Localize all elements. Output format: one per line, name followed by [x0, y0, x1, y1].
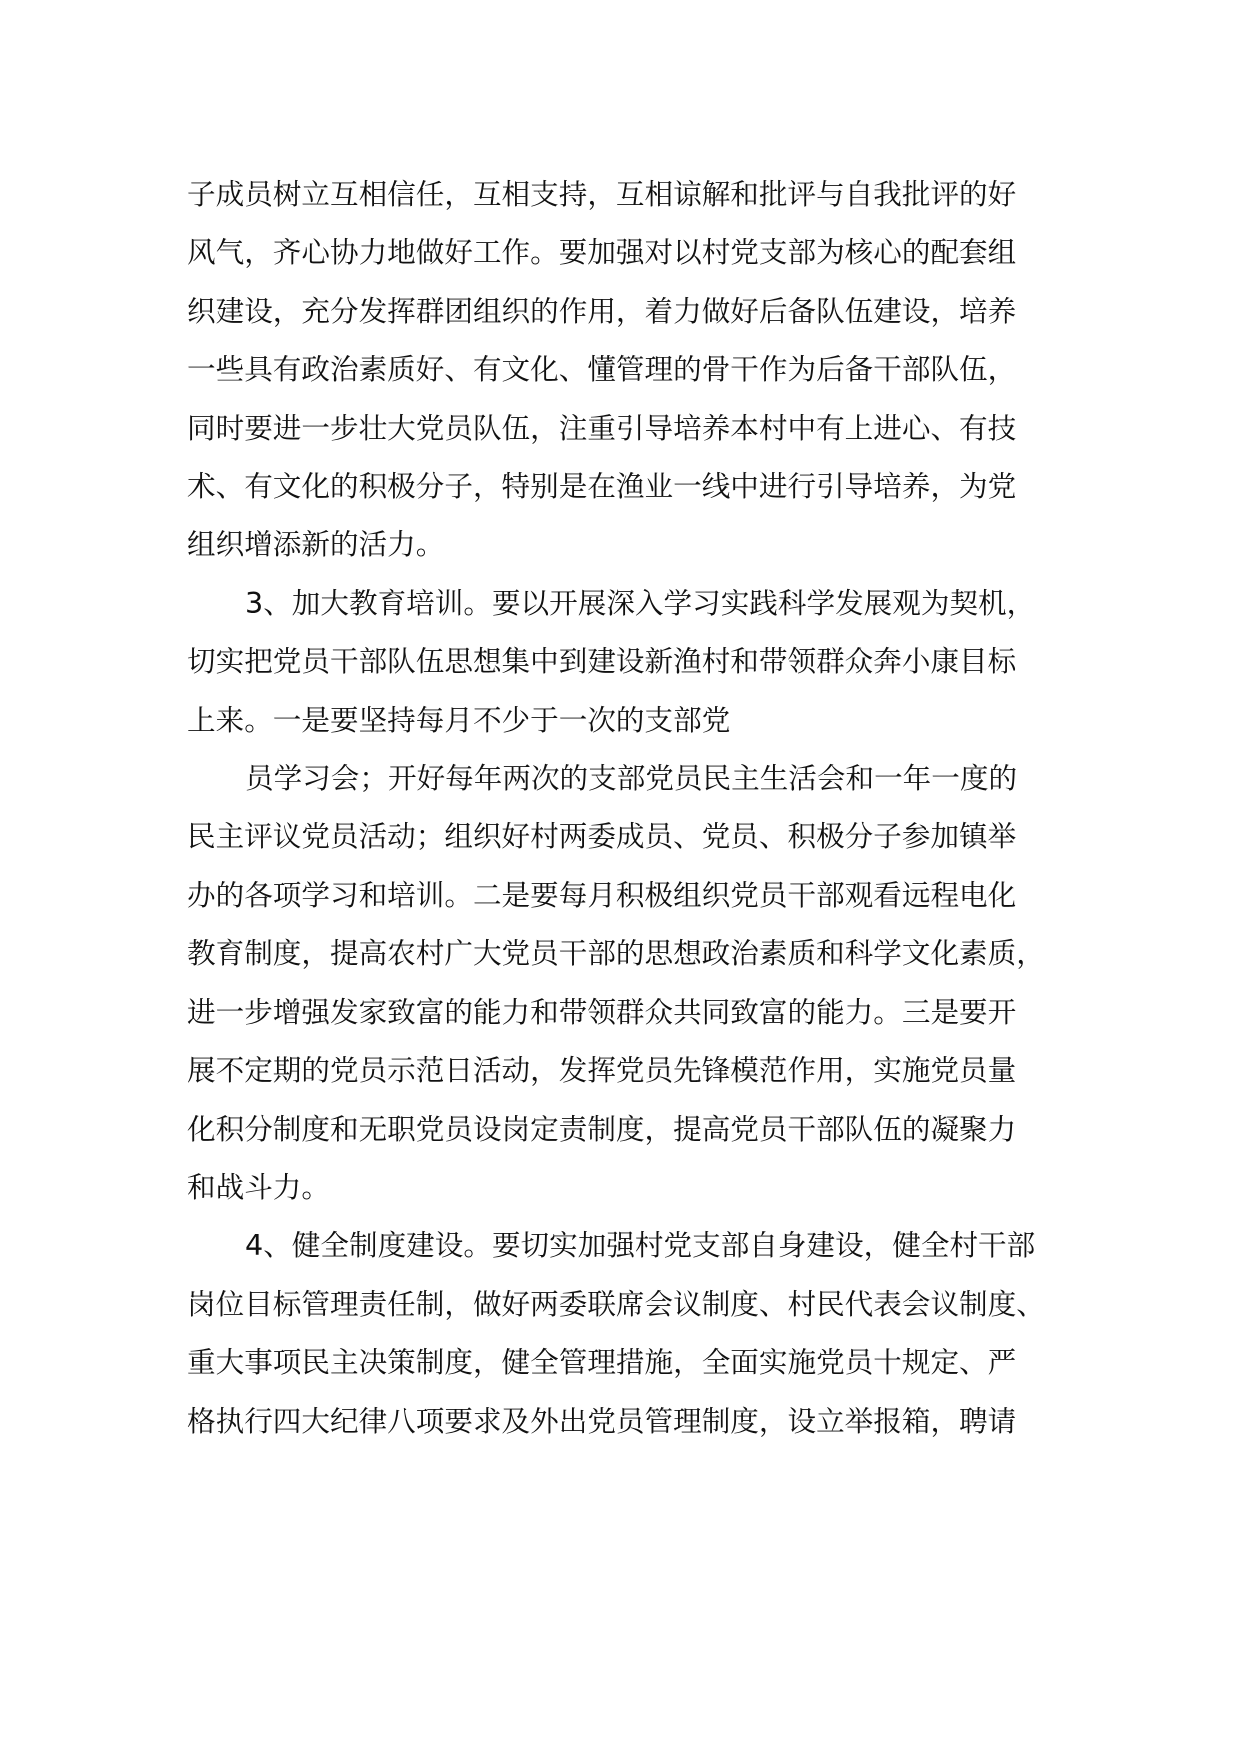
text-line: 格执行四大纪律八项要求及外出党员管理制度，设立举报箱，聘请 — [187, 1403, 1017, 1438]
text-line: 员学习会；开好每年两次的支部党员民主生活会和一年一度的 — [245, 761, 1018, 796]
text-line: 一些具有政治素质好、有文化、懂管理的骨干作为后备干部队伍， — [187, 352, 1017, 387]
section-heading-line: 3、加大教育培训。要以开展深入学习实践科学发展观为契机， — [245, 585, 1036, 620]
text-line: 切实把党员干部队伍思想集中到建设新渔村和带领群众奔小康目标 — [187, 644, 1017, 679]
text-line: 办的各项学习和培训。二是要每月积极组织党员干部观看远程电化 — [187, 877, 1017, 912]
text-line: 进一步增强发家致富的能力和带领群众共同致富的能力。三是要开 — [187, 994, 1017, 1029]
text-line: 化积分制度和无职党员设岗定责制度，提高党员干部队伍的凝聚力 — [187, 1111, 1017, 1146]
text-line: 上来。一是要坚持每月不少于一次的支部党 — [187, 702, 731, 737]
text-line: 风气，齐心协力地做好工作。要加强对以村党支部为核心的配套组 — [187, 235, 1017, 270]
text-line: 和战斗力。 — [187, 1169, 330, 1204]
text-line: 民主评议党员活动；组织好村两委成员、党员、积极分子参加镇举 — [187, 819, 1017, 854]
document-page — [187, 165, 1087, 1450]
text-line: 组织增添新的活力。 — [187, 527, 445, 562]
text-line: 同时要进一步壮大党员队伍，注重引导培养本村中有上进心、有技 — [187, 410, 1017, 445]
text-line: 教育制度，提高农村广大党员干部的思想政治素质和科学文化素质， — [187, 936, 1045, 971]
text-line: 展不定期的党员示范日活动，发挥党员先锋模范作用，实施党员量 — [187, 1053, 1017, 1088]
text-line: 重大事项民主决策制度，健全管理措施，全面实施党员十规定、严 — [187, 1345, 1017, 1380]
text-line: 子成员树立互相信任，互相支持，互相谅解和批评与自我批评的好 — [187, 177, 1017, 211]
text-line: 岗位目标管理责任制，做好两委联席会议制度、村民代表会议制度、 — [187, 1286, 1045, 1321]
text-line: 术、有文化的积极分子，特别是在渔业一线中进行引导培养，为党 — [187, 469, 1017, 504]
section-heading-line: 4、健全制度建设。要切实加强村党支部自身建设，健全村干部 — [245, 1228, 1036, 1263]
text-line: 织建设，充分发挥群团组织的作用，着力做好后备队伍建设，培养 — [187, 293, 1017, 328]
